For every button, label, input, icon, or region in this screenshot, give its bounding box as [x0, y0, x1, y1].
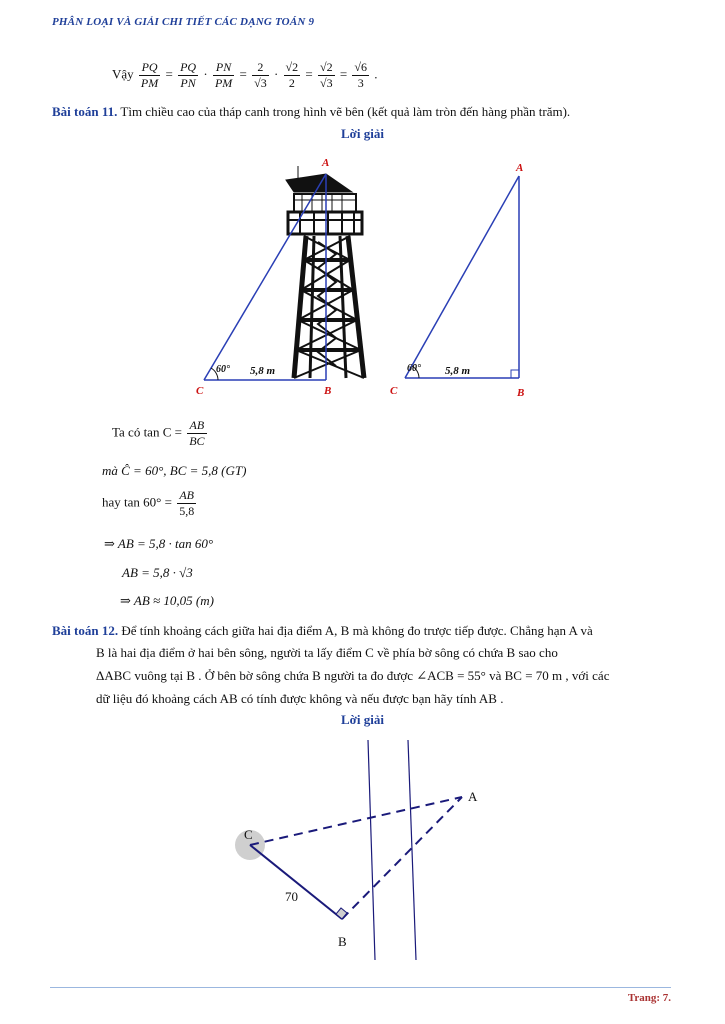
triangle-label-a: A — [516, 162, 524, 174]
page-number: Trang: 7. — [627, 992, 671, 1004]
problem-12-line3: ΔABC vuông tại B . Ở bên bờ sông chứa B người ta đo được ∠ACB = 55° và BC = 70 m , với các — [96, 668, 610, 683]
river-label-b: B — [338, 934, 347, 949]
vay-word: Vậy — [112, 66, 134, 82]
problem-12-line1: Để tính khoảng cách giữa hai địa điểm A, B mà không đo trược tiếp được. Chẳng hạn A và — [121, 623, 593, 638]
tower-label-c: C — [196, 385, 204, 397]
river-length-label: 70 — [285, 889, 298, 904]
frac-pn-pm: $\frac{PN}{PM}$ — [214, 60, 233, 90]
river-label-c: C — [244, 827, 253, 842]
right-angle-mark — [511, 370, 519, 378]
river-bank-left — [368, 740, 375, 960]
frac-2-sqrt3: $\frac{2}{√3}$ — [254, 60, 267, 90]
step-1: Ta có tan C = $\frac{AB}{BC}$ — [112, 418, 205, 448]
intro-formula: Vậy $\frac{PQ}{PM}$ = $\frac{PQ}{PN}$ · $\frac{PN}{PM}$ = $\frac{2}{√3}$ · $\frac{√2}{2}$ = $\frac{√2}{√3}$ = $\frac{√6}{3}$ . — [112, 60, 378, 90]
triangle-hypotenuse — [405, 176, 519, 378]
tower-figure — [190, 150, 380, 400]
problem-12-statement — [52, 620, 682, 641]
problem-12-label: Bài toán 12. — [52, 623, 119, 638]
page-header: PHÂN LOẠI VÀ GIẢI CHI TIẾT CÁC DẠNG TOÁN 9 — [52, 16, 315, 28]
river-figure — [230, 735, 510, 970]
segment-cb — [250, 845, 342, 919]
frac-pq-pm: $\frac{PQ}{PM}$ — [140, 60, 159, 90]
frac-pq-pn: $\frac{PQ}{PN}$ — [180, 60, 197, 90]
right-angle-mark-b — [336, 908, 347, 919]
frac-sqrt2-2: $\frac{√2}{2}$ — [285, 60, 299, 90]
tower-distance-label: 5,8 m — [250, 365, 276, 377]
tower-label-b: B — [324, 385, 332, 397]
footer-divider — [50, 987, 671, 988]
problem-11-label: Bài toán 11. — [52, 104, 118, 119]
problem-11-statement — [52, 101, 682, 122]
problem-12-solution-title: Lời giải — [341, 712, 384, 727]
frac-sqrt2-sqrt3: $\frac{√2}{√3}$ — [319, 60, 333, 90]
segment-ca — [250, 797, 462, 845]
segment-ba — [342, 797, 462, 919]
triangle-distance-label: 5,8 m — [445, 365, 471, 377]
problem-12-line4: dữ liệu đó khoảng cách AB có tính được không và nếu được bạn hãy tính AB . — [96, 691, 504, 706]
triangle-label-c: C — [390, 385, 398, 397]
river-label-a: A — [468, 789, 478, 804]
frac-sqrt6-3: $\frac{√6}{3}$ — [354, 60, 368, 90]
triangle-angle-label: 60° — [407, 363, 421, 374]
tower-label-a: A — [322, 157, 330, 169]
problem-12-line2: B là hai địa điểm ở hai bên sông, người ta lấy điểm C về phía bờ sông có chứa B sao cho — [96, 645, 558, 660]
problem-11-solution-title: Lời giải — [341, 126, 384, 141]
step-5: AB = 5,8 · √3 — [122, 565, 193, 580]
triangle-figure — [385, 150, 545, 400]
step-6: ⇒ AB ≈ 10,05 (m) — [120, 593, 214, 608]
watchtower-icon — [286, 166, 364, 378]
step-3: hay tan 60° = $\frac{AB}{5,8}$ — [102, 488, 195, 518]
triangle-label-b: B — [517, 387, 525, 399]
step-2: mà Ĉ = 60°, BC = 5,8 (GT) — [102, 463, 247, 478]
tower-angle-label: 60° — [216, 364, 230, 375]
problem-11-text: Tìm chiều cao của tháp canh trong hình vẽ bên (kết quả làm tròn đến hàng phần trăm). — [120, 104, 571, 119]
step-4: ⇒ AB = 5,8 · tan 60° — [104, 536, 214, 551]
